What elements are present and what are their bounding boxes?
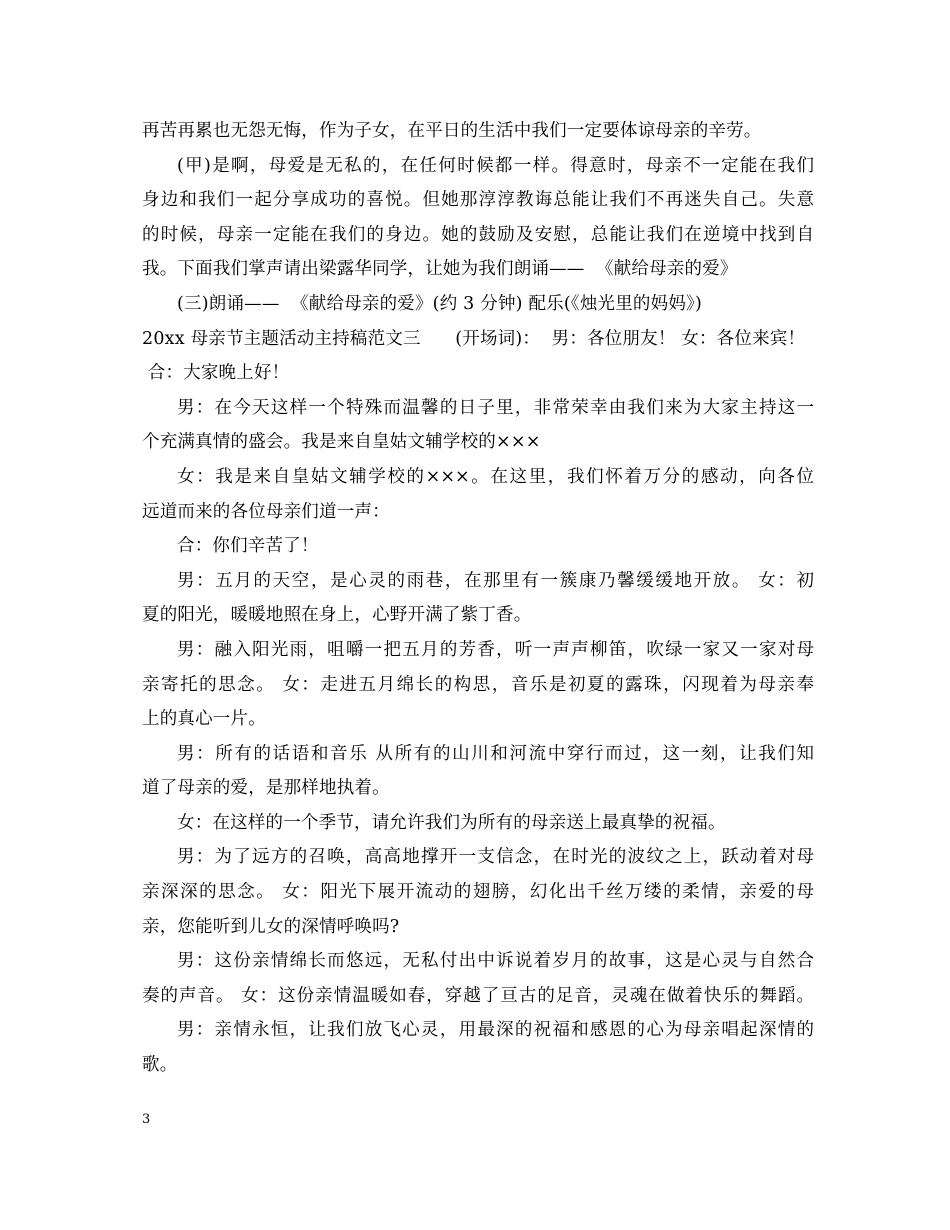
text-line: 男：所有的话语和音乐 从所有的山川和河流中穿行而过，这一刻，让我们知	[177, 743, 814, 764]
text-line: 男：融入阳光雨，咀嚼一把五月的芳香，听一声声柳笛，吹绿一家又一家对母	[177, 639, 814, 660]
text-line: 远道而来的各位母亲们道一声：	[142, 501, 390, 522]
text-line: 夏的阳光，暖暖地照在身上，心野开满了紫丁香。	[142, 605, 532, 626]
text-line: 男：为了远方的召唤，高高地撑开一支信念，在时光的波纹之上，跃动着对母	[177, 847, 814, 868]
text-line: 合：大家晚上好！	[142, 363, 290, 384]
text-line: 歌。	[142, 1055, 178, 1076]
text-line: 男：五月的天空，是心灵的雨巷，在那里有一簇康乃馨缓缓地开放。 女：初	[177, 570, 814, 591]
text-line: 女：在这样的一个季节，请允许我们为所有的母亲送上最真挚的祝福。	[177, 812, 726, 833]
text-line: 的时候，母亲一定能在我们的身边。她的鼓励及安慰，总能让我们在逆境中找到自	[142, 224, 814, 245]
text-line: 女：我是来自皇姑文辅学校的×××。在这里，我们怀着万分的感动，向各位	[177, 466, 814, 487]
text-line: 20xx 母亲节主题活动主持稿范文三 (开场词)： 男：各位朋友！ 女：各位来宾！	[142, 328, 806, 349]
text-line: 亲深深的思念。 女：阳光下展开流动的翅膀，幻化出千丝万缕的柔情，亲爱的母	[142, 882, 814, 903]
document-body	[142, 114, 814, 1083]
text-line: (甲)是啊，母爱是无私的，在任何时候都一样。得意时，母亲不一定能在我们	[177, 155, 814, 176]
text-line: 上的真心一片。	[142, 709, 266, 730]
text-line: 再苦再累也无怨无悔，作为子女，在平日的生活中我们一定要体谅母亲的辛劳。	[142, 121, 762, 141]
text-line: (三)朗诵—— 《献给母亲的爱》(约 3 分钟) 配乐(《烛光里的妈妈》)	[177, 293, 703, 314]
text-line: 我。下面我们掌声请出梁露华同学，让她为我们朗诵—— 《献给母亲的爱》	[142, 259, 738, 280]
text-line: 道了母亲的爱，是那样地执着。	[142, 778, 390, 799]
text-line: 身边和我们一起分享成功的喜悦。但她那淳淳教诲总能让我们不再迷失自己。失意	[142, 190, 814, 211]
text-line: 奏的声音。 女：这份亲情温暖如春，穿越了亘古的足音，灵魂在做着快乐的舞蹈。	[142, 985, 814, 1006]
text-line: 个充满真情的盛会。我是来自皇姑文辅学校的×××	[142, 432, 541, 453]
text-line: 合：你们辛苦了！	[177, 536, 319, 557]
text-line: 男：这份亲情绵长而悠远，无私付出中诉说着岁月的故事，这是心灵与自然合	[177, 951, 814, 972]
text-line: 男：在今天这样一个特殊而温馨的日子里，非常荣幸由我们来为大家主持这一	[177, 397, 814, 418]
text-line: 亲寄托的思念。 女：走进五月绵长的构思，音乐是初夏的露珠，闪现着为母亲奉	[142, 674, 814, 695]
text-line: 男：亲情永恒，让我们放飞心灵，用最深的祝福和感恩的心为母亲唱起深情的	[177, 1020, 814, 1041]
page-number: 3	[142, 1112, 151, 1127]
text-line: 亲，您能听到儿女的深情呼唤吗?	[142, 916, 400, 937]
